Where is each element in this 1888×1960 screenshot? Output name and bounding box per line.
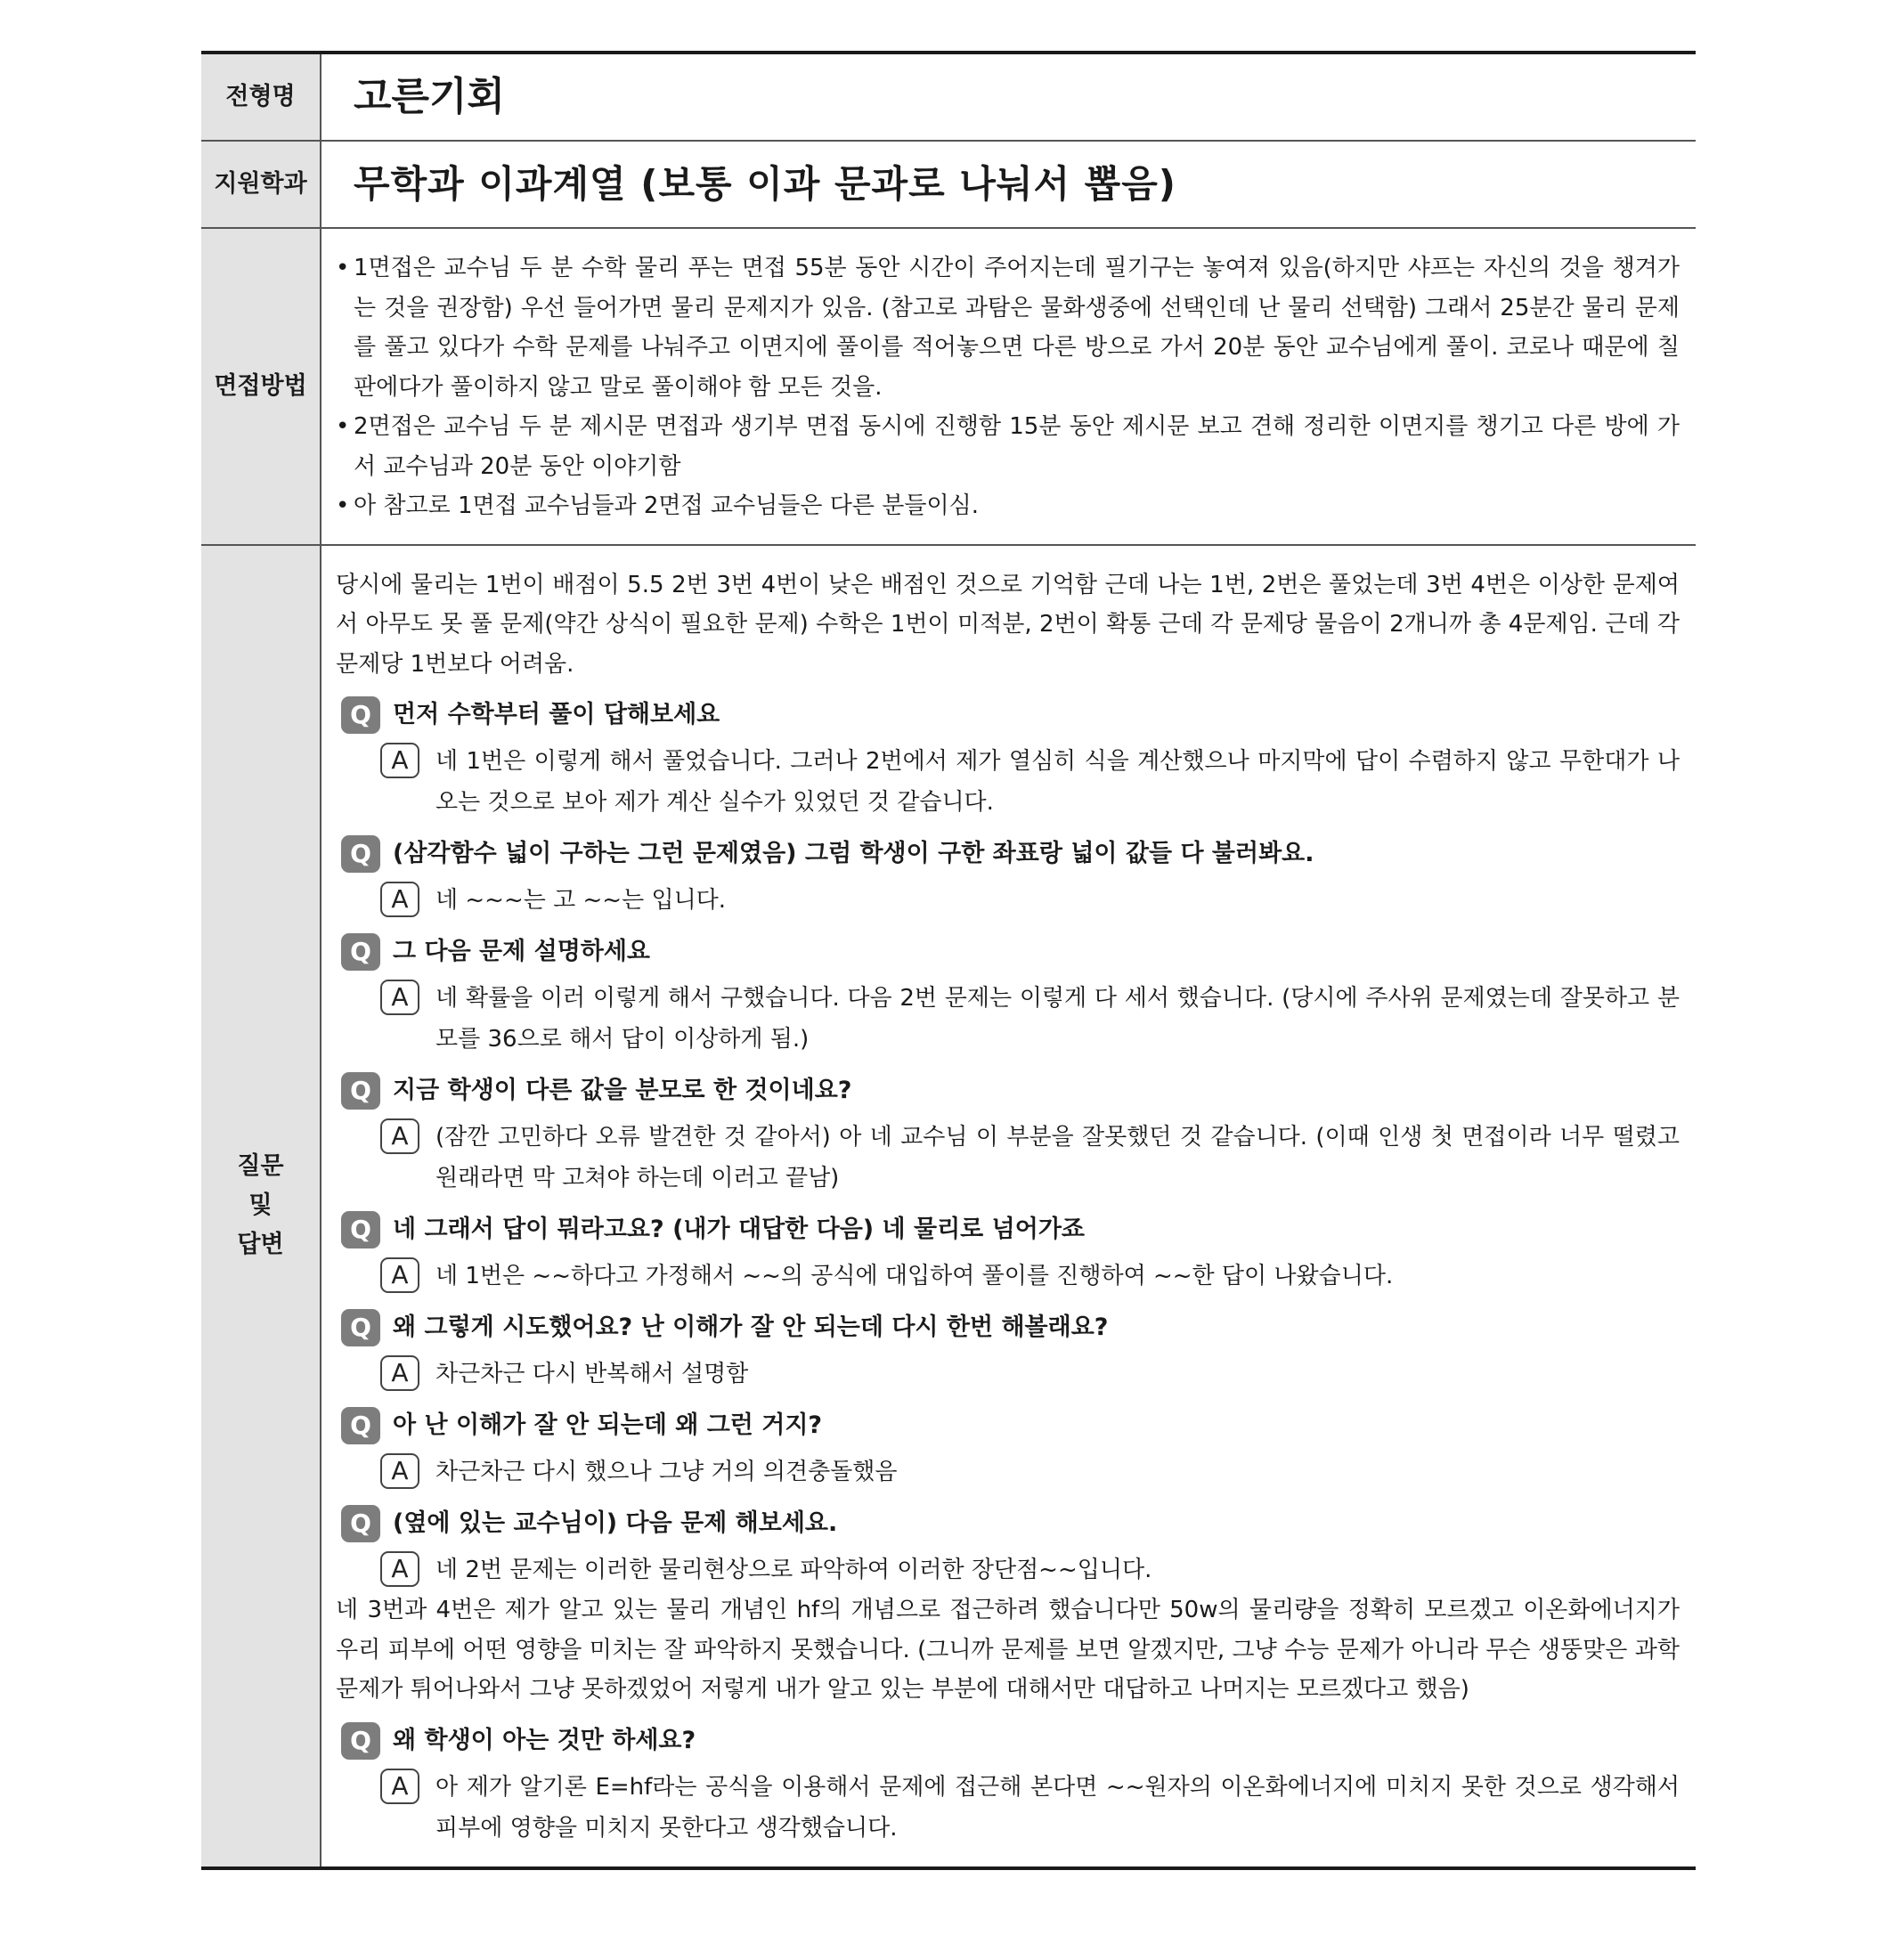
question: Q 네 그래서 답이 뭐라고요? (내가 대답한 다음) 네 물리로 넘어가죠	[336, 1209, 1680, 1250]
answer: A (잠깐 고민하다 오류 발견한 것 같아서) 아 네 교수님 이 부분을 잘못했던 것 같습니다. (이때 인생 첫 면접이라 너무 떨렸고 원래라면 막 고쳐야 하는데 이러고 끝남)	[336, 1117, 1680, 1199]
method-bullet: • 1면접은 교수님 두 분 수학 물리 푸는 면접 55분 동안 시간이 주어지는데 필기구는 놓여져 있음(하지만 샤프는 자신의 것을 챙겨가는 것을 권장함) 우선 들어가면 물리 문제지가 있음. (참고로 과탐은 물화생중에 선택인데 난 물리 선택함) 그래서 25분간 물리 문제를 풀고 있다가 수학 문제를 나눠주고 이면지에 풀이를 적어놓으면 다른 방으로 가서 20분 동안 교수님에게 풀이. 코로나 때문에 칠판에다가 풀이하지 않고 말로 풀이해야 함 모든 것을.	[336, 248, 1680, 407]
row-qa	[201, 545, 1696, 1868]
answer: A 네 1번은 이렇게 해서 풀었습니다. 그러나 2번에서 제가 열심히 식을 계산했으나 마지막에 답이 수렴하지 않고 무한대가 나오는 것으로 보아 제가 계산 실수가 있었던 것 같습니다.	[336, 741, 1680, 823]
question-icon: Q	[341, 1072, 380, 1110]
answer: A 네 1번은 ~~하다고 가정해서 ~~의 공식에 대입하여 풀이를 진행하여 ~~한 답이 나왔습니다.	[336, 1256, 1680, 1297]
answer-icon: A	[380, 1453, 419, 1489]
dept-name: 무학과 이과계열 (보통 이과 문과로 나눠서 뽑음)	[354, 162, 1176, 206]
answer: A 네 확률을 이러 이렇게 해서 구했습니다. 다음 2번 문제는 이렇게 다 세서 했습니다. (당시에 주사위 문제였는데 잘못하고 분모를 36으로 해서 답이 이상하게 됨.)	[336, 978, 1680, 1060]
answer-icon: A	[380, 743, 419, 778]
label-method: 면접방법	[201, 228, 321, 545]
question-icon: Q	[341, 1407, 380, 1444]
row-method	[201, 228, 1696, 545]
question-icon: Q	[341, 1505, 380, 1542]
question-icon: Q	[341, 835, 380, 873]
bullet-dot-icon: •	[336, 413, 350, 440]
question: Q (옆에 있는 교수님이) 다음 문제 해보세요.	[336, 1503, 1680, 1544]
question: Q 왜 학생이 아는 것만 하세요?	[336, 1720, 1680, 1761]
bullet-dot-icon: •	[336, 492, 350, 519]
answer: A 아 제가 알기론 E=hf라는 공식을 이용해서 문제에 접근해 본다면 ~~원자의 이온화에너지에 미치지 못한 것으로 생각해서 피부에 영향을 미치지 못한다고 생각했습니다.	[336, 1767, 1680, 1849]
method-bullet: • 2면접은 교수님 두 분 제시문 면접과 생기부 면접 동시에 진행함 15분 동안 제시문 보고 견해 정리한 이면지를 챙기고 다른 방에 가서 교수님과 20분 동안 이야기함	[336, 407, 1680, 486]
question-icon: Q	[341, 696, 380, 734]
answer-continuation: 네 3번과 4번은 제가 알고 있는 물리 개념인 hf의 개념으로 접근하려 했습니다만 50w의 물리량을 정확히 모르겠고 이온화에너지가 우리 피부에 어떤 영향을 미치는 잘 파악하지 못했습니다. (그니까 문제를 보면 알겠지만, 그냥 수능 문제가 아니라 무슨 생뚱맞은 과학 문제가 튀어나와서 그냥 못하겠었어 저렇게 내가 알고 있는 부분에 대해서만 대답하고 나머지는 모르겠다고 했음)	[336, 1597, 1680, 1703]
answer-icon: A	[380, 1257, 419, 1293]
answer: A 네 2번 문제는 이러한 물리현상으로 파악하여 이러한 장단점~~입니다.	[336, 1549, 1680, 1590]
answer-icon: A	[380, 1551, 419, 1587]
label-track: 전형명	[201, 53, 321, 141]
question-icon: Q	[341, 1722, 380, 1760]
question: Q 그 다음 문제 설명하세요	[336, 931, 1680, 972]
answer-icon: A	[380, 980, 419, 1015]
qa-intro: 당시에 물리는 1번이 배점이 5.5 2번 3번 4번이 낮은 배점인 것으로 기억함 근데 나는 1번, 2번은 풀었는데 3번 4번은 이상한 문제여서 아무도 못 풀 문제(약간 상식이 필요한 문제) 수학은 1번이 미적분, 2번이 확통 근데 각 문제당 물음이 2개니까 총 4문제임. 근데 각 문제당 1번보다 어려움.	[336, 571, 1680, 678]
label-qa: 질문 및 답변	[201, 545, 321, 1868]
answer-icon: A	[380, 882, 419, 917]
interview-sheet	[201, 51, 1696, 1870]
question-icon: Q	[341, 1309, 380, 1346]
row-dept	[201, 141, 1696, 228]
question: Q 아 난 이해가 잘 안 되는데 왜 그런 거지?	[336, 1405, 1680, 1446]
answer-icon: A	[380, 1769, 419, 1804]
question-icon: Q	[341, 933, 380, 971]
question: Q (삼각함수 넓이 구하는 그런 문제였음) 그럼 학생이 구한 좌표랑 넓이 값들 다 불러봐요.	[336, 834, 1680, 874]
question: Q 지금 학생이 다른 값을 분모로 한 것이네요?	[336, 1070, 1680, 1111]
answer: A 네 ~~~는 고 ~~는 입니다.	[336, 880, 1680, 921]
answer: A 차근차근 다시 했으나 그냥 거의 의견충돌했음	[336, 1452, 1680, 1492]
answer: A 차근차근 다시 반복해서 설명함	[336, 1354, 1680, 1395]
method-bullet: • 아 참고로 1면접 교수님들과 2면접 교수님들은 다른 분들이심.	[336, 486, 1680, 526]
answer-icon: A	[380, 1355, 419, 1391]
question: Q 먼저 수학부터 풀이 답해보세요	[336, 695, 1680, 736]
bullet-dot-icon: •	[336, 255, 350, 281]
row-track	[201, 53, 1696, 141]
question: Q 왜 그렇게 시도했어요? 난 이해가 잘 안 되는데 다시 한번 해볼래요?	[336, 1307, 1680, 1348]
track-name: 고른기회	[354, 74, 506, 119]
label-dept: 지원학과	[201, 141, 321, 228]
answer-icon: A	[380, 1118, 419, 1154]
question-icon: Q	[341, 1211, 380, 1248]
qa-content	[321, 545, 1696, 1868]
